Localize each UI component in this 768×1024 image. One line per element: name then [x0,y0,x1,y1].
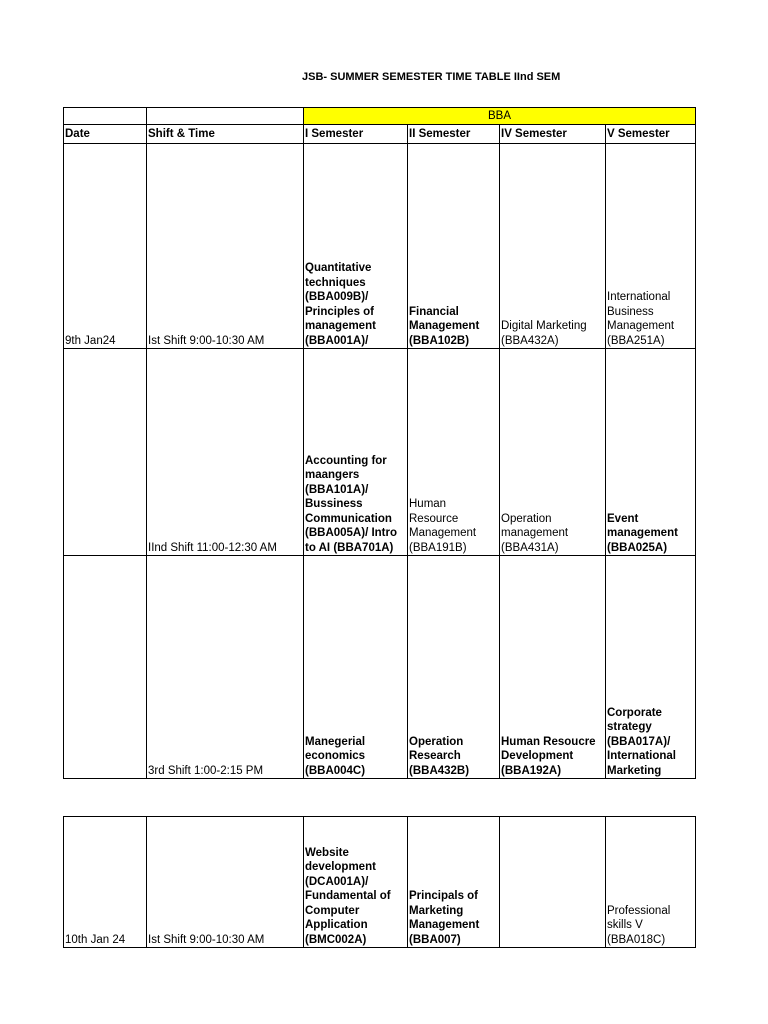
sem2-cell: Principals of Marketing Management (BBA007) [408,817,500,948]
sem5-cell: Professional skills V (BBA018C) [606,817,696,948]
sem1-cell: Quantitative techniques (BBA009B)/ Principles of management (BBA001A)/ [304,144,408,349]
timetable [63,107,696,779]
sem2-cell: Financial Management (BBA102B) [408,144,500,349]
date-cell: 9th Jan24 [64,144,147,349]
header-sem2: II Semester [408,125,500,144]
sem2-cell: Human Resource Management (BBA191B) [408,349,500,556]
sem5-cell: Corporate strategy (BBA017A)/ International Marketing [606,556,696,779]
header-row [64,125,696,144]
header-shift: Shift & Time [147,125,304,144]
header-date: Date [64,125,147,144]
date-cell [64,349,147,556]
shift-cell: IInd Shift 11:00-12:30 AM [147,349,304,556]
shift-cell: Ist Shift 9:00-10:30 AM [147,817,304,948]
program-header: BBA [304,108,696,125]
program-row [64,108,696,125]
header-sem4: IV Semester [500,125,606,144]
table-row [64,144,696,349]
date-cell: 10th Jan 24 [64,817,147,948]
header-sem1: I Semester [304,125,408,144]
empty-cell [64,108,147,125]
table-row [64,817,696,948]
sem4-cell: Digital Marketing (BBA432A) [500,144,606,349]
sem5-cell: International Business Management (BBA251A) [606,144,696,349]
timetable-continued [63,816,696,948]
empty-cell [147,108,304,125]
sem5-cell: Event management (BBA025A) [606,349,696,556]
sem4-cell: Operation management (BBA431A) [500,349,606,556]
sem2-cell: Operation Research (BBA432B) [408,556,500,779]
sem1-cell: Accounting for maangers (BBA101A)/ Bussiness Communication (BBA005A)/ Intro to AI (BBA701A) [304,349,408,556]
date-cell [64,556,147,779]
sem1-cell: Manegerial economics (BBA004C) [304,556,408,779]
page-title: JSB- SUMMER SEMESTER TIME TABLE IInd SEM [302,71,561,83]
shift-cell: Ist Shift 9:00-10:30 AM [147,144,304,349]
table-row [64,556,696,779]
shift-cell: 3rd Shift 1:00-2:15 PM [147,556,304,779]
table-row [64,349,696,556]
sem4-cell [500,817,606,948]
header-sem5: V Semester [606,125,696,144]
sem4-cell: Human Resoucre Development (BBA192A) [500,556,606,779]
sem1-cell: Website development (DCA001A)/ Fundamental of Computer Application (BMC002A) [304,817,408,948]
